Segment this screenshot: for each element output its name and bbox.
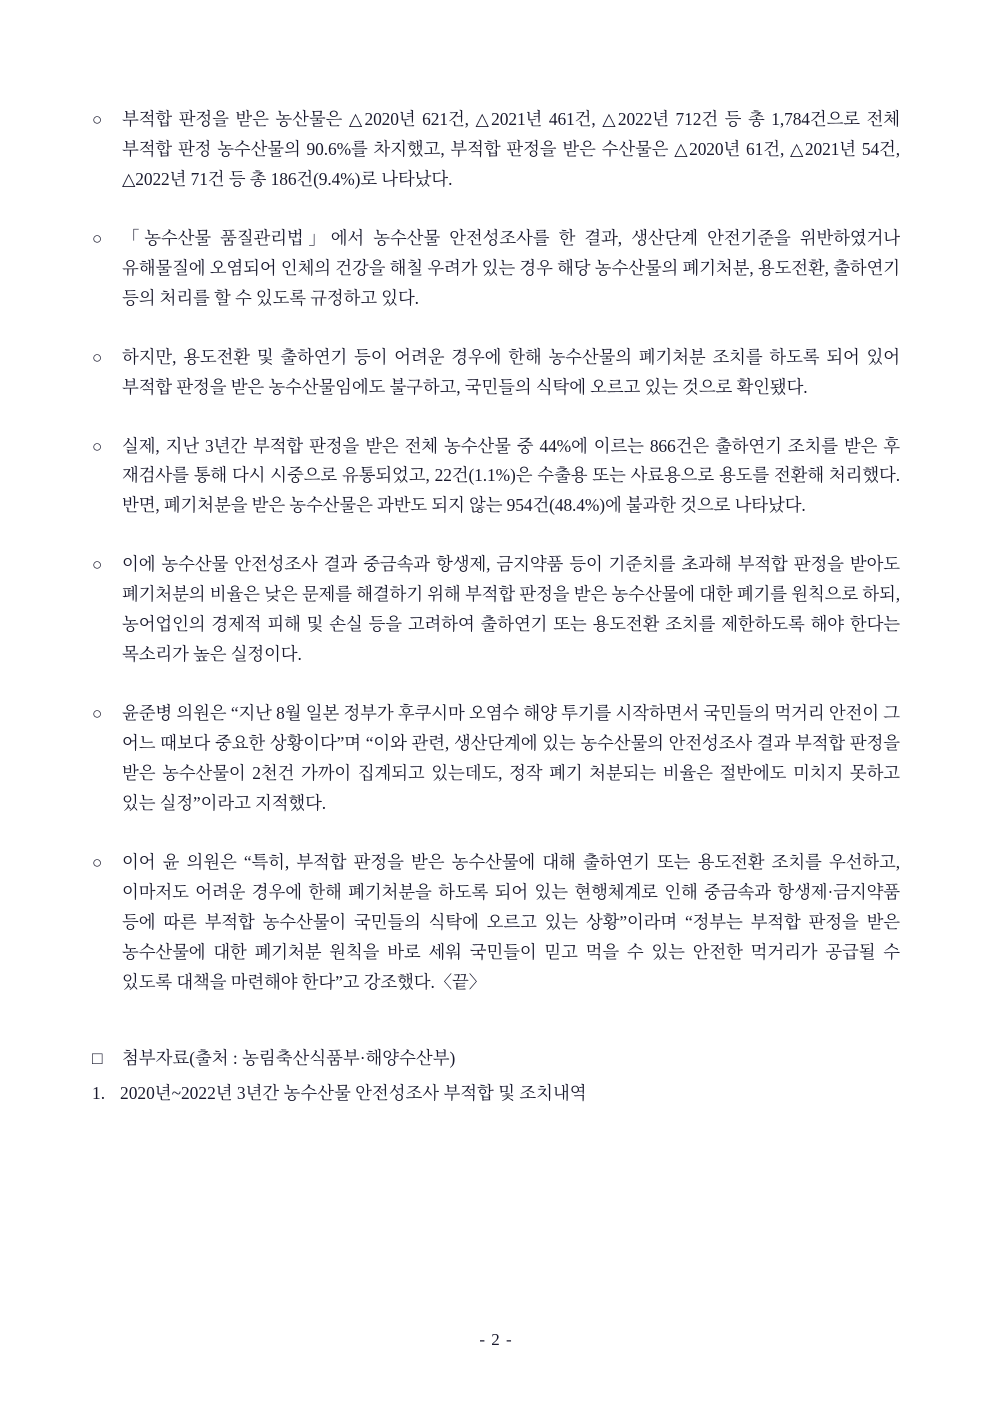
- attachment-item-number: 1.: [92, 1082, 106, 1103]
- bullet-circle-icon: ○: [92, 704, 103, 724]
- attachment-title: 첨부자료(출처 : 농림축산식품부·해양수산부): [122, 1047, 456, 1068]
- paragraph-text: 「농수산물 품질관리법」에서 농수산물 안전성조사를 한 결과, 생산단계 안전기준을 위반하였거나 유해물질에 오염되어 인체의 건강을 해칠 우려가 있는 경우 해당 농수산물의 폐기처분, 용도전환, 출하연기 등의 처리를 할 수 있도록 규정하고 있다.: [122, 227, 900, 308]
- paragraph: [92, 848, 900, 998]
- paragraph-text: 하지만, 용도전환 및 출하연기 등이 어려운 경우에 한해 농수산물의 폐기처분 조치를 하도록 되어 있어 부적합 판정을 받은 농수산물임에도 불구하고, 국민들의 식탁에 오르고 있는 것으로 확인됐다.: [122, 346, 900, 397]
- paragraph: [92, 343, 900, 403]
- bullet-circle-icon: ○: [92, 110, 103, 129]
- bullet-square-icon: □: [92, 1047, 103, 1068]
- bullet-circle-icon: ○: [92, 436, 103, 456]
- paragraph: [92, 432, 900, 522]
- paragraph-text: 부적합 판정을 받은 농산물은 △2020년 621건, △2021년 461건, △2022년 712건 등 총 1,784건으로 전체 부적합 판정 농수산물의 90.6%를 차지했고, 부적합 판정을 받은 수산물은 △2020년 61건, △2021년 54건, △2022년 71건 등 총 186건(9.4%)로 나타났다.: [122, 109, 900, 189]
- bullet-circle-icon: ○: [92, 555, 103, 575]
- attachment-item: [92, 1077, 900, 1110]
- paragraph-text: 이에 농수산물 안전성조사 결과 중금속과 항생제, 금지약품 등이 기준치를 초과해 부적합 판정을 받아도 폐기처분의 비율은 낮은 문제를 해결하기 위해 부적합 판정을 받은 농수산물에 대한 폐기를 원칙으로 하되, 농어업인의 경제적 피해 및 손실 등을 고려하여 출하연기 또는 용도전환 조치를 제한하도록 해야 한다는 목소리가 높은 실정이다.: [122, 554, 900, 665]
- page-number: - 2 -: [479, 1330, 513, 1349]
- bullet-circle-icon: ○: [92, 228, 103, 248]
- attachment-title-line: [92, 1042, 900, 1075]
- paragraph: [92, 105, 900, 195]
- paragraph: [92, 550, 900, 670]
- paragraph-text: 윤준병 의원은 “지난 8월 일본 정부가 후쿠시마 오염수 해양 투기를 시작하면서 국민들의 먹거리 안전이 그 어느 때보다 중요한 상황이다”며 “이와 관련, 생산단계에 있는 농수산물의 안전성조사 결과 부적합 판정을 받은 농수산물이 2천건 가까이 집계되고 있는데도, 정작 폐기 처분되는 비율은 절반에도 미치지 못하고 있는 실정”이라고 지적했다.: [122, 703, 900, 813]
- attachment-item-text: 2020년~2022년 3년간 농수산물 안전성조사 부적합 및 조치내역: [120, 1082, 587, 1103]
- paragraph-text: 이어 윤 의원은 “특히, 부적합 판정을 받은 농수산물에 대해 출하연기 또는 용도전환 조치를 우선하고, 이마저도 어려운 경우에 한해 폐기처분을 하도록 되어 있는 현행체계로 인해 중금속과 항생제·금지약품 등에 따른 부적합 농수산물이 국민들의 식탁에 오르고 있는 상황”이라며 “정부는 부적합 판정을 받은 농수산물에 대한 폐기처분 원칙을 바로 세워 국민들이 믿고 먹을 수 있는 안전한 먹거리가 공급될 수 있도록 대책을 마련해야 한다”고 강조했다.〈끝〉: [122, 851, 900, 992]
- bullet-circle-icon: ○: [92, 852, 103, 872]
- attachment-block: [92, 1042, 900, 1110]
- paragraph-text: 실제, 지난 3년간 부적합 판정을 받은 전체 농수산물 중 44%에 이르는 866건은 출하연기 조치를 받은 후 재검사를 통해 다시 시중으로 유통되었고, 22건(1.1%)은 수출용 또는 사료용으로 용도를 전환해 처리했다. 반면, 폐기처분을 받은 농수산물은 과반도 되지 않는 954건(48.4%)에 불과한 것으로 나타났다.: [122, 435, 900, 516]
- bullet-circle-icon: ○: [92, 347, 103, 367]
- paragraph: [92, 224, 900, 314]
- paragraph: [92, 699, 900, 819]
